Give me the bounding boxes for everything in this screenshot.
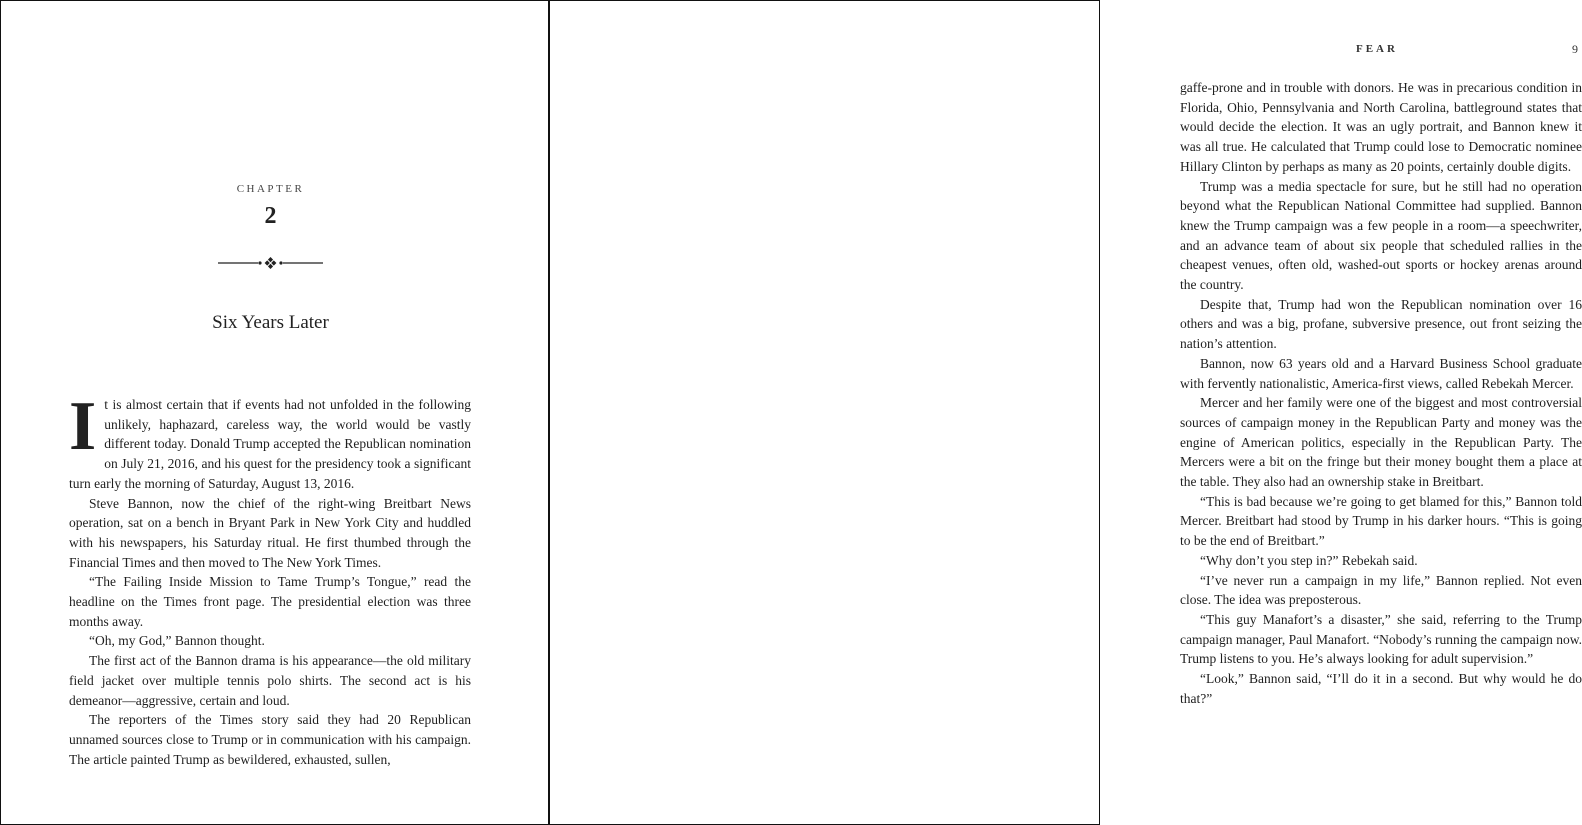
paragraph: Trump was a media spectacle for sure, but he still had no operation beyond what the Republican National Committee had supplied. Bannon knew the Trump campaign was a few people in a room—a speechwriter, and an advance team of about six people that scheduled rallies in the cheapest venues, often old, washed-out sports or hockey arenas around the country. [1180,178,1582,293]
paragraph: The reporters of the Times story said they had 20 Republican unnamed sources close to Trump or in communication with his campaign. The article painted Trump as bewildered, exhausted, sullen, [69,712,471,767]
running-head: FEAR [1356,43,1398,55]
opening-paragraph [69,388,471,494]
paragraph: The first act of the Bannon drama is his appearance—the old military field jacket over multiple tennis polo shirts. The second act is his demeanor—aggressive, certain and loud. [69,653,471,708]
left-body-text [69,388,471,769]
paragraph: Despite that, Trump had won the Republican nomination over 16 others and was a big, profane, subversive presence, out front seizing the nation’s attention. [1180,296,1582,352]
drop-cap: I [69,388,97,465]
right-page [550,1,1582,824]
page-number: 9 [1572,42,1578,56]
paragraph: Bannon, now 63 years old and a Harvard Business School graduate with fervently nationalistic, America-first views, called Rebekah Mercer. [1180,355,1582,391]
fleuron-ornament-icon [218,256,323,270]
left-page [1,1,550,824]
chapter-number: 2 [264,203,277,229]
chapter-label: CHAPTER [236,183,305,195]
right-body-text [1180,78,1582,709]
paragraph: Steve Bannon, now the chief of the right-wing Breitbart News operation, sat on a bench in Bryant Park in New York City and huddled with his newspapers, his Saturday ritual. He first thumbed through the Financial Times and then moved to The New York Times. [69,495,471,570]
paragraph: “Why don’t you step in?” Rebekah said. [1200,552,1418,568]
paragraph: Mercer and her family were one of the biggest and most controversial sources of campaign money in the Republican Party and money was the engine of American politics, especially in the Republican Party. The Mercers were a bit on the fringe but their money bought them a place at the table. They also had an ownership stake in Breitbart. [1180,395,1582,490]
paragraph: “The Failing Inside Mission to Tame Trump’s Tongue,” read the headline on the Times front page. The presidential election was three months away. [69,574,471,629]
paragraph: “I’ve never run a campaign in my life,” Bannon replied. Not even close. The idea was preposterous. [1180,572,1582,608]
chapter-title: Six Years Later [212,312,329,333]
continued-paragraph: gaffe-prone and in trouble with donors. He was in precarious condition in Florida, Ohio, Pennsylvania and North Carolina, battleground states that would decide the election. It was an ugly portrait, and Bannon knew it was all true. He calculated that Trump could lose to Democratic nominee Hillary Clinton by perhaps as many as 20 points, certainly double digits. [1180,80,1582,174]
paragraph: “This guy Manafort’s a disaster,” she said, referring to the Trump campaign manager, Paul Manafort. “Nobody’s running the campaign now. Trump listens to you. He’s always looking for adult supervision.” [1180,611,1582,667]
paragraph: “Look,” Bannon said, “I’ll do it in a second. But why would he do that?” [1180,671,1582,706]
paragraph: “Oh, my God,” Bannon thought. [89,633,265,649]
paragraph-text: t is almost certain that if events had not unfolded in the following unlikely, haphazard, careless way, the world would be vastly different today. Donald Trump accepted the Republican nomination on July 21, 2016, and his quest for the presidency took a significant turn early the morning of Saturday, August 13, 2016. [69,397,471,491]
paragraph: “This is bad because we’re going to get blamed for this,” Bannon told Mercer. Breitbart had stood by Trump in his darker hours. “This is going to be the end of Breitbart.” [1180,493,1582,549]
